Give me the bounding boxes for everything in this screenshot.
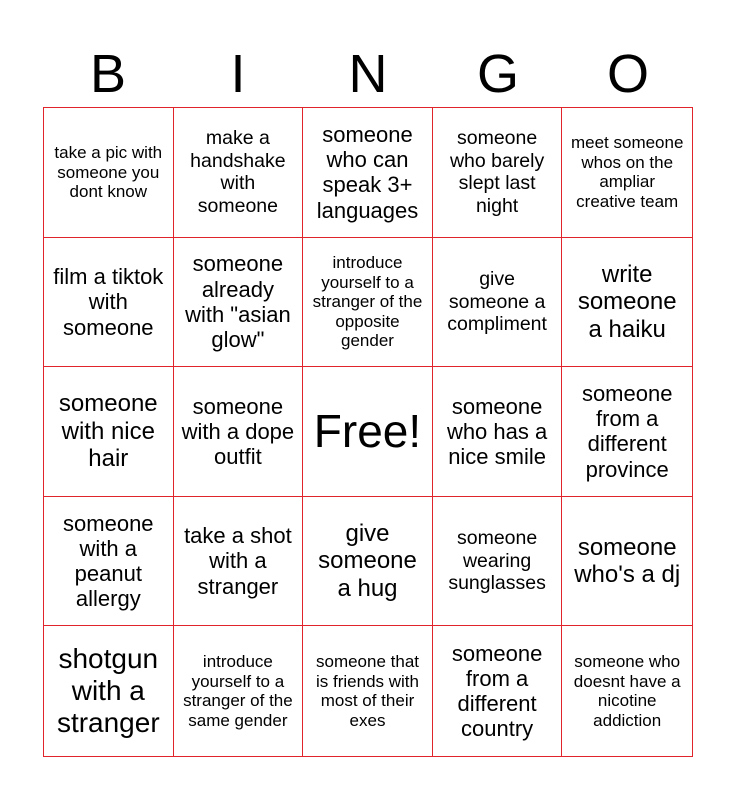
bingo-cell[interactable]	[562, 238, 692, 368]
bingo-cell[interactable]	[303, 497, 433, 627]
cell-text: someone wearing sunglasses	[448, 527, 546, 595]
cell-text: shotgun with a stranger	[56, 642, 160, 739]
cell-text: someone from a different country	[451, 640, 543, 742]
bingo-cell[interactable]	[303, 238, 433, 368]
bingo-board	[43, 107, 693, 757]
free-space-label: Free!	[313, 405, 422, 458]
free-space[interactable]	[303, 367, 433, 497]
bingo-cell[interactable]	[303, 626, 433, 756]
bingo-cell[interactable]	[174, 238, 304, 368]
cell-text: someone who barely slept last night	[449, 127, 545, 217]
cell-text: someone that is friends with most of their exes	[315, 652, 419, 730]
bingo-cell[interactable]	[433, 238, 563, 368]
bingo-cell[interactable]	[562, 108, 692, 238]
bingo-cell[interactable]	[44, 626, 174, 756]
bingo-cell[interactable]	[562, 497, 692, 627]
bingo-cell[interactable]	[562, 626, 692, 756]
cell-text: introduce yourself to a stranger of the opposite gender	[312, 253, 423, 351]
cell-text: take a shot with a stranger	[184, 523, 292, 599]
cell-text: someone with nice hair	[58, 390, 158, 473]
bingo-cell[interactable]	[44, 497, 174, 627]
bingo-cell[interactable]	[433, 367, 563, 497]
bingo-cell[interactable]	[44, 238, 174, 368]
cell-text: give someone a compliment	[447, 268, 547, 336]
cell-text: someone who's a dj	[574, 533, 681, 589]
bingo-cell[interactable]	[44, 367, 174, 497]
cell-text: someone who can speak 3+ languages	[316, 121, 419, 223]
cell-text: someone who doesnt have a nicotine addiction	[573, 652, 681, 730]
cell-text: meet someone whos on the ampliar creative team	[570, 133, 684, 211]
header-letter-b: B	[89, 44, 127, 104]
bingo-cell[interactable]	[433, 497, 563, 627]
cell-text: someone with a dope outfit	[181, 393, 295, 470]
bingo-cell[interactable]	[174, 367, 304, 497]
header-letter-n: N	[348, 44, 388, 104]
bingo-cell[interactable]	[562, 367, 692, 497]
header-letter-i: I	[230, 44, 246, 104]
bingo-cell[interactable]	[433, 108, 563, 238]
cell-text: someone with a peanut allergy	[63, 510, 154, 612]
cell-text: someone already with "asian glow"	[185, 251, 291, 353]
header-letter-g: G	[476, 44, 519, 104]
cell-text: introduce yourself to a stranger of the same gender	[183, 652, 293, 730]
cell-text: write someone a haiku	[577, 260, 677, 343]
bingo-header	[43, 40, 693, 108]
cell-text: make a handshake with someone	[190, 127, 286, 217]
cell-text: someone from a different province	[581, 380, 673, 482]
header-letter-o: O	[606, 44, 649, 104]
bingo-cell[interactable]	[303, 108, 433, 238]
bingo-cell[interactable]	[174, 108, 304, 238]
cell-text: film a tiktok with someone	[53, 263, 164, 340]
bingo-cell[interactable]	[433, 626, 563, 756]
cell-text: someone who has a nice smile	[446, 393, 548, 470]
bingo-cell[interactable]	[174, 497, 304, 627]
bingo-cell[interactable]	[44, 108, 174, 238]
bingo-cell[interactable]	[174, 626, 304, 756]
cell-text: give someone a hug	[318, 519, 417, 602]
cell-text: take a pic with someone you dont know	[54, 142, 163, 202]
